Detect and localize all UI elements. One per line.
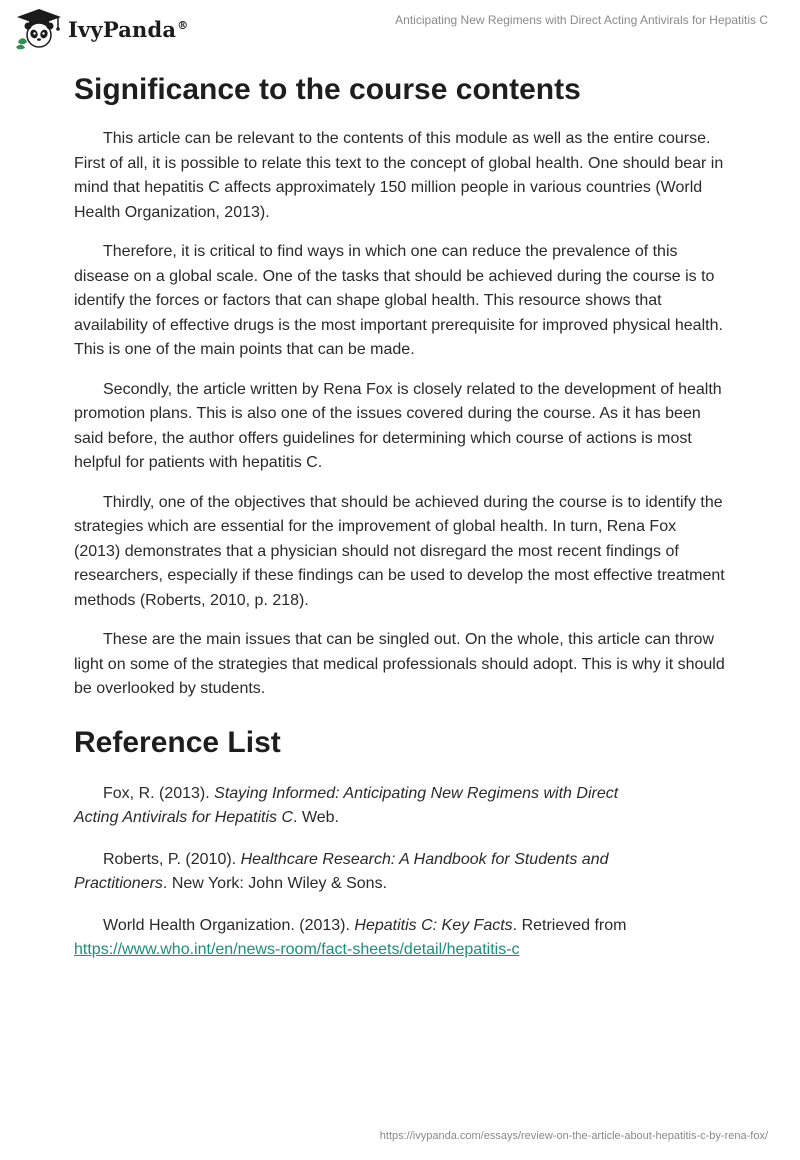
section-heading-references: Reference List bbox=[74, 725, 281, 759]
reference-title: Healthcare Research: A Handbook for Students and Practitioners bbox=[74, 850, 609, 892]
brand-name: IvyPanda® bbox=[68, 16, 189, 42]
reference-link[interactable]: https://www.who.int/en/news-room/fact-sheets/detail/hepatitis-c bbox=[74, 941, 520, 958]
paragraph: Therefore, it is critical to find ways in which one can reduce the prevalence of this disease on a global scale. One of the tasks that should be achieved during the course is to identify the forces or factors that can shape global health. This resource shows that availability of effective drugs is the most important prerequisite for improved physical health. This is one of the main points that can be made. bbox=[74, 243, 723, 358]
paragraph: This article can be relevant to the contents of this module as well as the entire course. First of all, it is possible to relate this text to the concept of global health. One should bear in mind that hepatitis C affects approximately 150 million people in various countries (World Health Organization, 2013). bbox=[74, 130, 724, 221]
section-heading-significance: Significance to the course contents bbox=[74, 73, 581, 106]
page-header bbox=[0, 0, 800, 60]
reference-item bbox=[74, 782, 654, 831]
reference-author: World Health Organization. (2013). bbox=[103, 916, 355, 934]
reference-item bbox=[74, 914, 726, 963]
reference-source: . Retrieved from bbox=[512, 916, 627, 934]
reference-source: . New York: John Wiley & Sons. bbox=[162, 875, 388, 892]
paragraph: Secondly, the article written by Rena Fox is closely related to the development of health promotion plans. This is also one of the issues covered during the course. As it has been said before, the author offers guidelines for determining which course of actions is most helpful for patients with hepatitis C. bbox=[74, 380, 722, 471]
running-title: Anticipating New Regimens with Direct Acting Antivirals for Hepatitis C bbox=[395, 13, 768, 27]
registered-mark: ® bbox=[177, 18, 189, 32]
ivypanda-logo[interactable] bbox=[14, 8, 188, 50]
reference-title: Staying Informed: Anticipating New Regimens with Direct Acting Antivirals for Hepatitis C bbox=[74, 784, 619, 826]
reference-author: Fox, R. (2013). bbox=[103, 784, 215, 802]
paragraph: Thirdly, one of the objectives that should be achieved during the course is to identify the strategies which are essential for the improvement of global health. In turn, Rena Fox (2013) demonstrates that a physician should not disregard the most recent findings of researchers, especially if these findings can be used to develop the most effective treatment methods (Roberts, 2010, p. 218). bbox=[74, 493, 725, 609]
reference-title: Hepatitis C: Key Facts bbox=[354, 916, 513, 934]
reference-author: Roberts, P. (2010). bbox=[103, 850, 241, 868]
panda-graduate-icon bbox=[14, 8, 64, 50]
footer-source-url: https://ivypanda.com/essays/review-on-the-article-about-hepatitis-c-by-rena-fox/ bbox=[379, 1130, 768, 1142]
essay-content bbox=[74, 70, 726, 980]
reference-item bbox=[74, 848, 654, 897]
reference-source: . Web. bbox=[293, 809, 339, 826]
paragraph: These are the main issues that can be singled out. On the whole, this article can throw light on some of the strategies that medical professionals should adopt. This is why it should be overlooked by students. bbox=[74, 631, 725, 697]
